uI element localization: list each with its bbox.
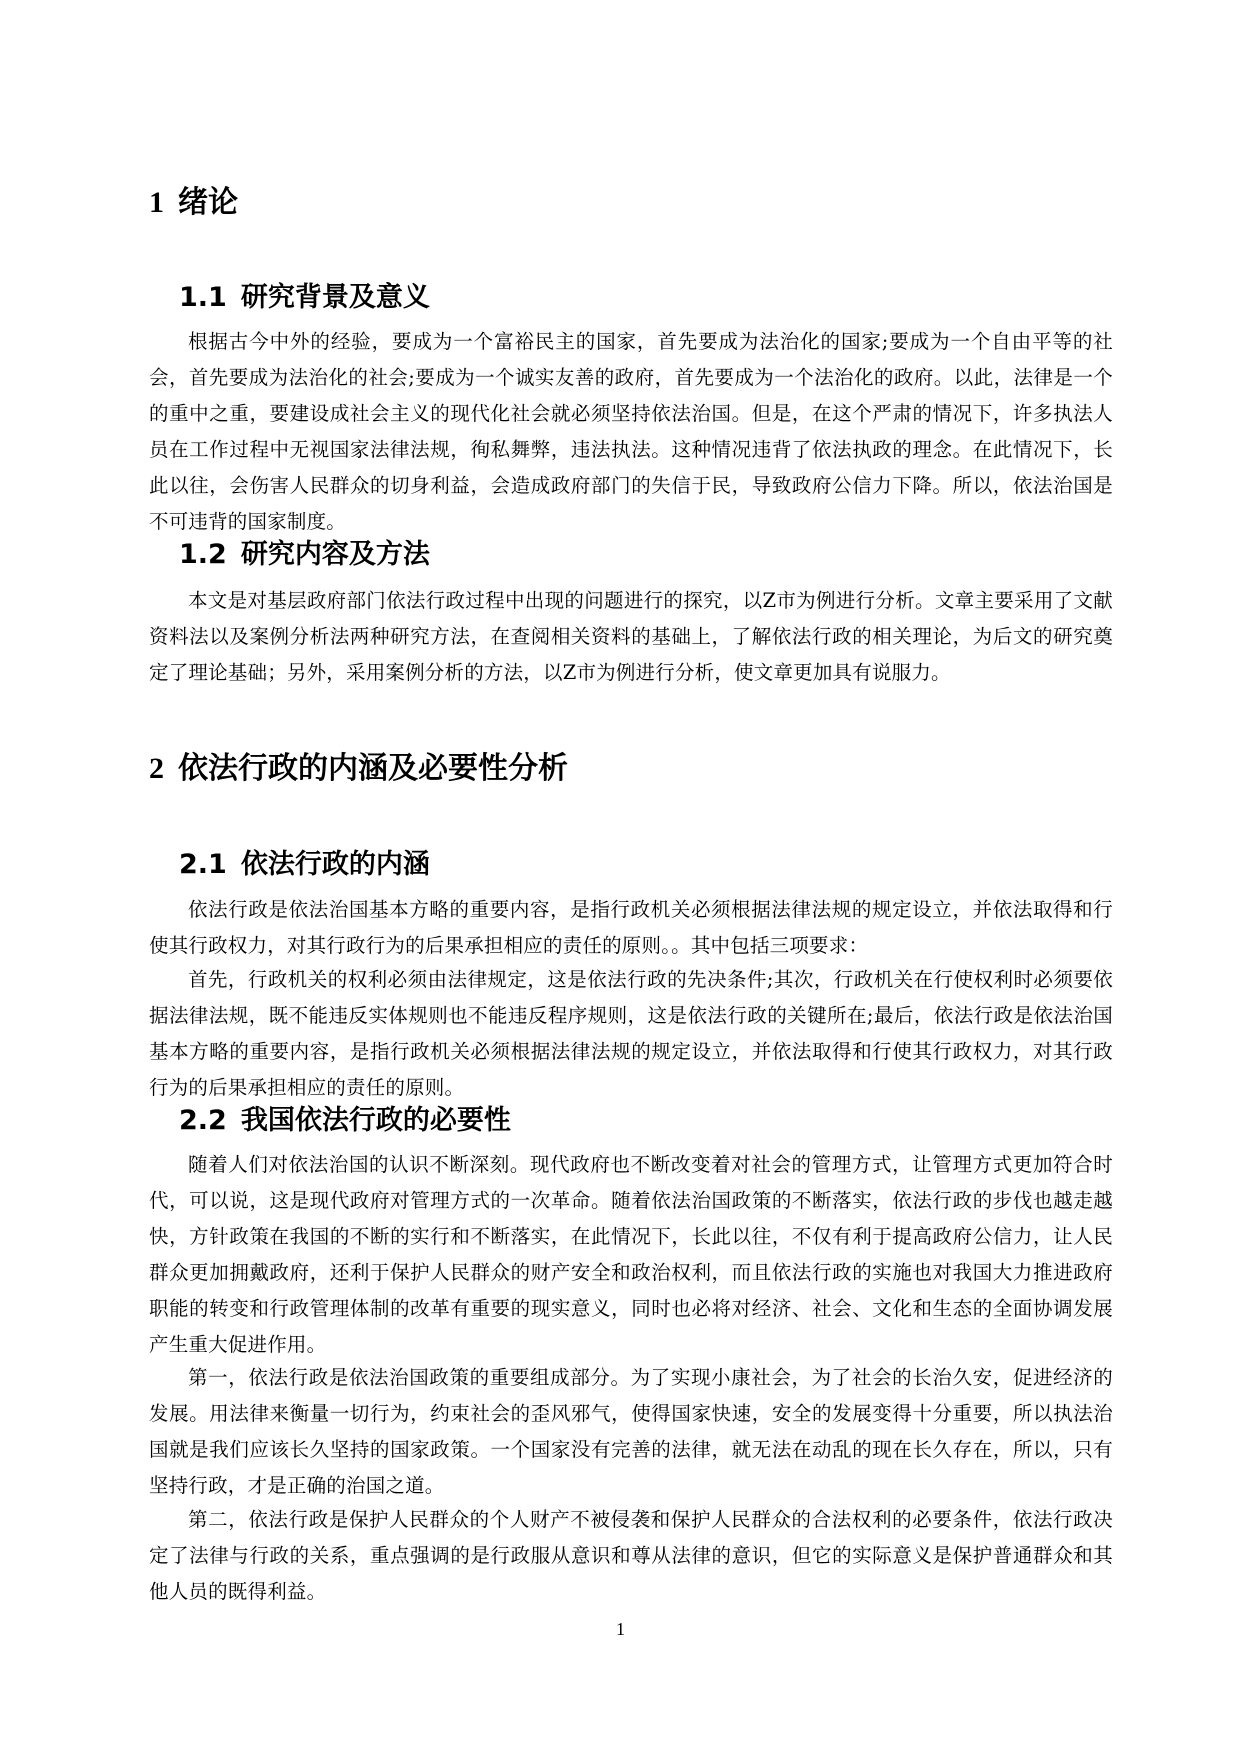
paragraph-connotation: 依法行政是依法治国基本方略的重要内容，是指行政机关必须根据法律法规的规定设立，并依法取得和行使其行政权力，对其行政行为的后果承担相应的责任的原则。。其中包括三项要求：: [149, 898, 1113, 957]
heading-text: 绪论: [178, 185, 238, 220]
paragraph-first-point: 第一，依法行政是依法治国政策的重要组成部分。为了实现小康社会，为了社会的长治久安，促进经济的发展。用法律来衡量一切行为，约束社会的歪风邪气，使得国家快速，安全的发展变得十分重要，所以执法治国就是我们应该长久坚持的国家政策。一个国家没有完善的法律，就无法在动乱的现在长久存在，所以，只有坚持行政，才是正确的治国之道。: [149, 1366, 1113, 1497]
heading-section-2-2: [179, 1103, 511, 1139]
heading-text: 我国依法行政的必要性: [240, 1105, 511, 1136]
heading-text: 研究背景及意义: [240, 282, 430, 313]
heading-section-2-1: [179, 847, 430, 883]
heading-text: 依法行政的内涵: [240, 849, 430, 880]
heading-section-1-1: [179, 280, 430, 316]
page-number: 1: [616, 1619, 625, 1639]
heading-number: 1: [149, 186, 164, 219]
paragraph-second-point: 第二，依法行政是保护人民群众的个人财产不被侵袭和保护人民群众的合法权利的必要条件，依法行政决定了法律与行政的关系，重点强调的是行政服从意识和尊从法律的意识，但它的实际意义是保护普通群众和其他人员的既得利益。: [149, 1508, 1113, 1603]
heading-chapter-2: [149, 749, 568, 789]
heading-text: 研究内容及方法: [240, 539, 430, 570]
paragraph-research-methods: 本文是对基层政府部门依法行政过程中出现的问题进行的探究，以Z市为例进行分析。文章主要采用了文献资料法以及案例分析法两种研究方法，在查阅相关资料的基础上，了解依法行政的相关理论，为后文的研究奠定了理论基础；另外，采用案例分析的方法，以Z市为例进行分析，使文章更加具有说服力。: [149, 589, 1113, 684]
heading-number: 1.2: [179, 539, 227, 570]
paragraph-necessity: 随着人们对依法治国的认识不断深刻。现代政府也不断改变着对社会的管理方式，让管理方式更加符合时代，可以说，这是现代政府对管理方式的一次革命。随着依法治国政策的不断落实，依法行政的步伐也越走越快，方针政策在我国的不断的实行和不断落实，在此情况下，长此以往，不仅有利于提高政府公信力，让人民群众更加拥戴政府，还利于保护人民群众的财产安全和政治权利，而且依法行政的实施也对我国大力推进政府职能的转变和行政管理体制的改革有重要的现实意义，同时也必将对经济、社会、文化和生态的全面协调发展产生重大促进作用。: [149, 1153, 1113, 1356]
heading-section-1-2: [179, 537, 430, 573]
heading-number: 2: [149, 752, 164, 785]
heading-chapter-1: [149, 183, 238, 223]
paragraph-research-background: 根据古今中外的经验，要成为一个富裕民主的国家，首先要成为法治化的国家;要成为一个自由平等的社会，首先要成为法治化的社会;要成为一个诚实友善的政府，首先要成为一个法治化的政府。以此，法律是一个的重中之重，要建设成社会主义的现代化社会就必须坚持依法治国。但是，在这个严肃的情况下，许多执法人员在工作过程中无视国家法律法规，徇私舞弊，违法执法。这种情况违背了依法执政的理念。在此情况下，长此以往，会伤害人民群众的切身利益，会造成政府部门的失信于民，导致政府公信力下降。所以，依法治国是不可违背的国家制度。: [149, 330, 1113, 533]
paragraph-three-requirements: 首先，行政机关的权利必须由法律规定，这是依法行政的先决条件;其次，行政机关在行使权利时必须要依据法律法规，既不能违反实体规则也不能违反程序规则，这是依法行政的关键所在;最后，依法行政是依法治国基本方略的重要内容，是指行政机关必须根据法律法规的规定设立，并依法取得和行使其行政权力，对其行政行为的后果承担相应的责任的原则。: [149, 968, 1113, 1099]
heading-text: 依法行政的内涵及必要性分析: [178, 751, 568, 786]
heading-number: 1.1: [179, 282, 227, 313]
heading-number: 2.2: [179, 1105, 227, 1136]
heading-number: 2.1: [179, 849, 227, 880]
